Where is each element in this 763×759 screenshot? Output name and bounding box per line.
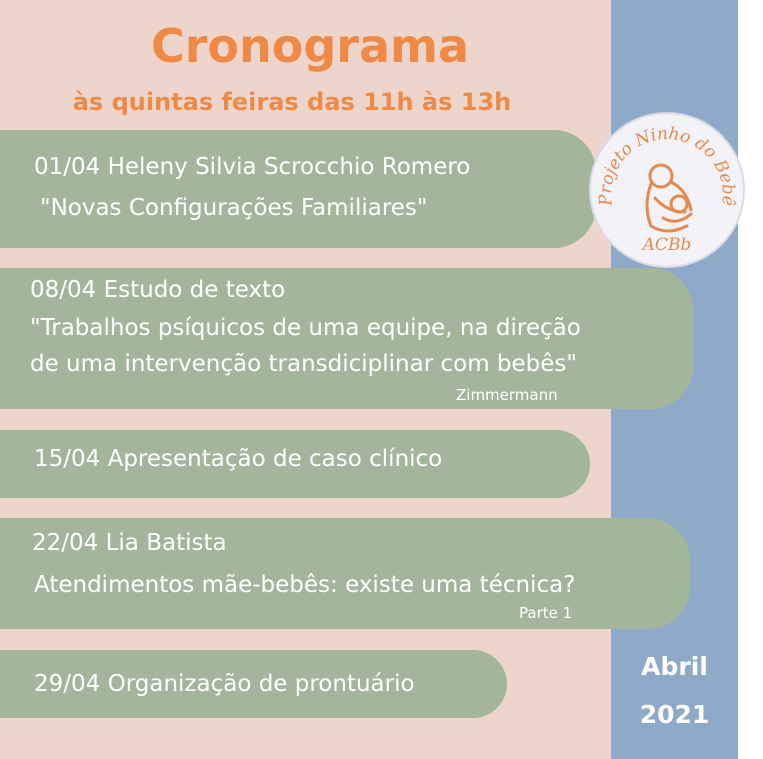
mother-baby-icon	[591, 114, 743, 266]
schedule-item-2204	[0, 518, 690, 629]
schedule-item-note: Parte 1	[519, 604, 573, 622]
schedule-item-title: 22/04 Lia Batista	[32, 530, 227, 556]
schedule-item-title: 29/04 Organização de prontuário	[34, 671, 415, 697]
schedule-item-detail: "Novas Configurações Familiares"	[40, 195, 428, 221]
schedule-item-detail: de uma intervenção transdiciplinar com bebês"	[30, 351, 577, 377]
month-name: Abril	[641, 652, 708, 681]
project-logo	[589, 112, 745, 268]
schedule-item-title: 08/04 Estudo de texto	[30, 277, 286, 303]
schedule-item-0104	[0, 130, 596, 248]
schedule-item-title: 15/04 Apresentação de caso clínico	[34, 446, 443, 472]
schedule-item-title: 01/04 Heleny Silvia Scrocchio Romero	[34, 154, 471, 180]
schedule-item-note: Zimmermann	[456, 386, 558, 404]
month-year: 2021	[639, 700, 710, 729]
schedule-item-1504	[0, 430, 590, 498]
page-title: Cronograma	[150, 19, 470, 73]
logo-arc-text: Projeto Ninho do Bebê	[595, 123, 739, 207]
month-label	[611, 648, 738, 734]
logo-org-text: ACBb	[642, 235, 692, 255]
page-subtitle: às quintas feiras das 11h às 13h	[72, 88, 512, 116]
schedule-item-2904	[0, 650, 507, 718]
schedule-item-detail: "Trabalhos psíquicos de uma equipe, na direção	[30, 315, 581, 341]
schedule-item-0804	[0, 268, 693, 409]
schedule-item-detail: Atendimentos mãe-bebês: existe uma técnica?	[34, 572, 576, 598]
